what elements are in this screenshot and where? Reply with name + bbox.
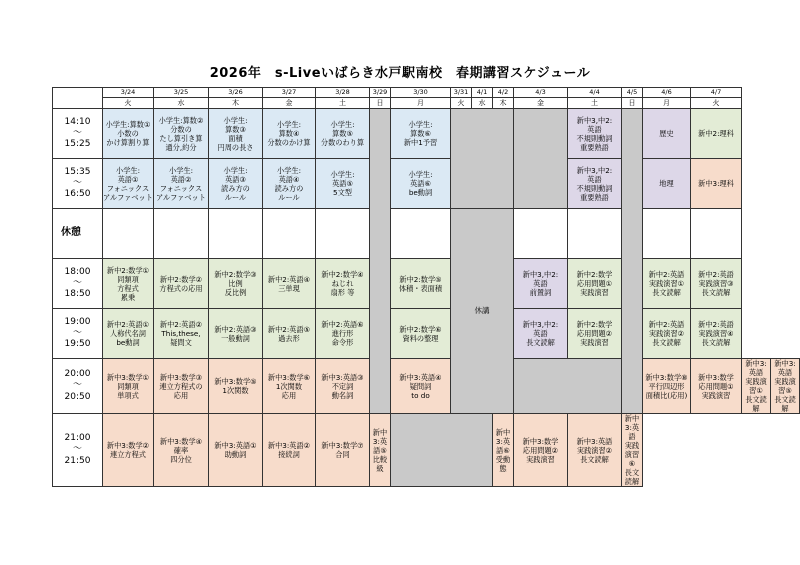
weekday-cell: 金 <box>514 98 568 109</box>
time-cell: 21:00 ～ 21:50 <box>53 414 103 487</box>
lesson-cell: 新中2:数学③ 比例 反比例 <box>209 259 263 309</box>
period-row-1 <box>53 109 800 159</box>
weekday-cell: 水 <box>154 98 209 109</box>
time-cell: 20:00 ～ 20:50 <box>53 359 103 414</box>
lesson-cell: 小学生: 英語① フォニックス アルファベット <box>103 159 154 209</box>
lesson-cell: 新中3:数学① 同類項 単項式 <box>103 359 154 414</box>
empty-cell <box>691 209 742 259</box>
lesson-cell: 新中3:英語⑥ 受動態 <box>493 414 514 487</box>
weekday-cell: 土 <box>568 98 622 109</box>
lesson-cell: 小学生: 英語⑤ 5文型 <box>316 159 370 209</box>
lesson-cell: 新中2:英語③ 一般動詞 <box>209 309 263 359</box>
date-cell: 3/28 <box>316 88 370 98</box>
schedule-table <box>52 87 800 487</box>
empty-cell <box>263 209 316 259</box>
weekday-cell: 火 <box>691 98 742 109</box>
date-cell: 3/24 <box>103 88 154 98</box>
time-cell: 18:00 ～ 18:50 <box>53 259 103 309</box>
date-cell: 4/5 <box>622 88 643 98</box>
period-row-3 <box>53 259 800 309</box>
lesson-cell: 新中3:数学⑤ 1次関数 <box>209 359 263 414</box>
closed-block-3-31-to-4-2 <box>451 109 514 209</box>
closed-block-3-31-to-4-2-last <box>391 414 493 487</box>
weekday-cell: 金 <box>263 98 316 109</box>
lesson-cell: 小学生: 算数④ 分数のかけ算 <box>263 109 316 159</box>
lesson-cell: 新中2:英語⑥ 進行形 命令形 <box>316 309 370 359</box>
lesson-cell: 新中2:数学 応用問題① 実践演習 <box>568 259 622 309</box>
lesson-cell: 小学生:算数① 小数の かけ算割り算 <box>103 109 154 159</box>
lesson-cell: 新中2:英語④ 三単現 <box>263 259 316 309</box>
weekday-cell: 月 <box>391 98 451 109</box>
date-cell: 3/29 <box>370 88 391 98</box>
lesson-cell: 地理 <box>643 159 691 209</box>
weekday-cell: 日 <box>370 98 391 109</box>
weekday-cell: 土 <box>316 98 370 109</box>
weekday-cell: 月 <box>643 98 691 109</box>
lesson-cell: 新中2:数学② 方程式の応用 <box>154 259 209 309</box>
lesson-cell: 新中3:英語 実践演習② 長文読解 <box>568 414 622 487</box>
date-cell: 3/30 <box>391 88 451 98</box>
lesson-cell: 新中2:英語⑤ 過去形 <box>263 309 316 359</box>
date-cell: 4/7 <box>691 88 742 98</box>
empty-cell <box>316 209 370 259</box>
lesson-cell: 新中3,中2: 英語 前置詞 <box>514 259 568 309</box>
lesson-cell: 新中2:数学 応用問題② 実践演習 <box>568 309 622 359</box>
page-title: 2026年 s-Liveいばらき水戸駅南校 春期講習スケジュール <box>209 66 591 81</box>
weekday-cell: 日 <box>622 98 643 109</box>
lesson-cell: 新中2:英語 実践演習① 長文読解 <box>643 259 691 309</box>
lesson-cell: 新中3:数学③ 連立方程式の 応用 <box>154 359 209 414</box>
empty-cell <box>568 209 622 259</box>
break-row <box>53 209 800 259</box>
lesson-cell: 小学生: 英語② フォニックス アルファベット <box>154 159 209 209</box>
lesson-cell: 新中2:数学⑥ 資料の整理 <box>391 309 451 359</box>
date-cell: 3/25 <box>154 88 209 98</box>
closed-block-3-31-to-4-2-evening <box>451 209 514 414</box>
period-row-4 <box>53 309 800 359</box>
lesson-cell: 新中3:数学⑥ 1次関数 応用 <box>263 359 316 414</box>
break-label: 休憩 <box>53 209 103 259</box>
lesson-cell: 新中2:英語① 人称代名詞 be動詞 <box>103 309 154 359</box>
lesson-cell: 新中3:数学 応用問題② 実践演習 <box>514 414 568 487</box>
date-cell: 3/31 <box>451 88 472 98</box>
empty-cell <box>103 209 154 259</box>
weekday-cell: 木 <box>493 98 514 109</box>
empty-cell <box>154 209 209 259</box>
weekday-cell: 火 <box>103 98 154 109</box>
closed-block-3-31-to-4-2-late <box>514 359 643 414</box>
lesson-cell: 歴史 <box>643 109 691 159</box>
lesson-cell: 新中3:英語③ 不定詞 動名詞 <box>316 359 370 414</box>
corner-cell <box>53 88 103 109</box>
lesson-cell: 新中3:英語 実践演習⑥ 長文読解 <box>622 414 643 487</box>
date-cell: 4/3 <box>514 88 568 98</box>
empty-cell <box>514 209 568 259</box>
kyuko-label: 休講 <box>474 306 490 316</box>
lesson-cell: 新中3:理科 <box>691 159 742 209</box>
period-row-6 <box>53 414 800 487</box>
lesson-cell: 新中3:数学 応用問題① 実践演習 <box>691 359 742 414</box>
time-cell: 14:10 ～ 15:25 <box>53 109 103 159</box>
date-header-row <box>53 88 800 98</box>
lesson-cell: 新中3:数学② 連立方程式 <box>103 414 154 487</box>
date-cell: 3/26 <box>209 88 263 98</box>
date-cell: 4/4 <box>568 88 622 98</box>
lesson-cell: 新中3,中2: 英語 不規則動詞 重要熟語 <box>568 159 622 209</box>
weekday-cell: 火 <box>451 98 472 109</box>
lesson-cell: 小学生: 英語③ 読み方の ルール <box>209 159 263 209</box>
period-row-2 <box>53 159 800 209</box>
weekday-header-row <box>53 98 800 109</box>
lesson-cell: 新中3:英語 実践演習① 長文読解 <box>742 359 771 414</box>
date-cell: 4/1 <box>472 88 493 98</box>
empty-cell <box>209 209 263 259</box>
date-cell: 4/2 <box>493 88 514 98</box>
lesson-cell: 新中3:数学⑧ 平行四辺形 面積比(応用) <box>643 359 691 414</box>
lesson-cell: 新中2:数学⑤ 体積・表面積 <box>391 259 451 309</box>
time-cell: 15:35 ～ 16:50 <box>53 159 103 209</box>
empty-cell <box>643 209 691 259</box>
lesson-cell: 新中3:数学④ 確率 四分位 <box>154 414 209 487</box>
period-row-5 <box>53 359 800 414</box>
lesson-cell: 新中2:英語 実践演習③ 長文読解 <box>691 259 742 309</box>
lesson-cell: 新中3:数学⑦ 合同 <box>316 414 370 487</box>
closed-cell-4-3 <box>514 109 568 209</box>
lesson-cell: 新中3:英語 実践演習⑤ 長文読解 <box>771 359 800 414</box>
lesson-cell: 新中2:英語② This,these, 疑問文 <box>154 309 209 359</box>
time-cell: 19:00 ～ 19:50 <box>53 309 103 359</box>
lesson-cell: 小学生: 算数③ 面積 円周の長さ <box>209 109 263 159</box>
date-cell: 3/27 <box>263 88 316 98</box>
lesson-cell: 小学生: 算数⑥ 新中1予習 <box>391 109 451 159</box>
lesson-cell: 新中3:英語① 助動詞 <box>209 414 263 487</box>
lesson-cell: 新中3,中2: 英語 長文読解 <box>514 309 568 359</box>
lesson-cell: 小学生: 英語⑥ be動詞 <box>391 159 451 209</box>
date-cell: 4/6 <box>643 88 691 98</box>
lesson-cell: 新中3:英語④ 疑問詞 to do <box>391 359 451 414</box>
lesson-cell: 小学生: 英語④ 読み方の ルール <box>263 159 316 209</box>
lesson-cell: 小学生:算数② 分数の たし算引き算 通分,約分 <box>154 109 209 159</box>
lesson-cell: 新中2:英語 実践演習② 長文読解 <box>643 309 691 359</box>
weekday-cell: 木 <box>209 98 263 109</box>
lesson-cell: 新中2:理科 <box>691 109 742 159</box>
lesson-cell: 新中3:英語⑤ 比較級 <box>370 414 391 487</box>
closed-column-3-29 <box>370 109 391 414</box>
lesson-cell: 新中3,中2: 英語 不規則動詞 重要熟語 <box>568 109 622 159</box>
lesson-cell: 新中3:英語② 接続詞 <box>263 414 316 487</box>
empty-cell <box>391 209 451 259</box>
lesson-cell: 小学生: 算数⑤ 分数のわり算 <box>316 109 370 159</box>
weekday-cell: 水 <box>472 98 493 109</box>
lesson-cell: 新中2:数学① 同類項 方程式 累乗 <box>103 259 154 309</box>
lesson-cell: 新中2:数学④ ねじれ 扇形 等 <box>316 259 370 309</box>
lesson-cell: 新中2:英語 実践演習④ 長文読解 <box>691 309 742 359</box>
